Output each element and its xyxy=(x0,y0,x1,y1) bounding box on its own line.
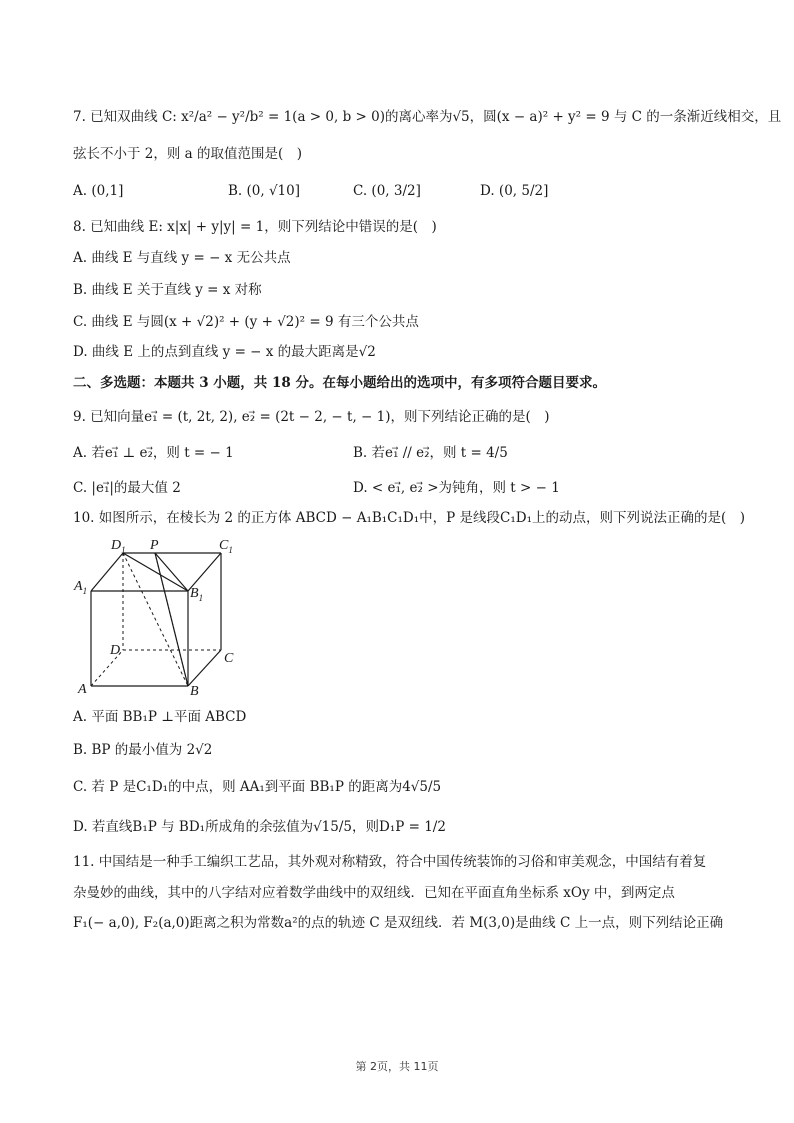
q10-stem: 10. 如图所示，在棱长为 2 的正方体 ABCD − A₁B₁C₁D₁中，P 是线段C₁D₁上的动点，则下列说法正确的是( ) xyxy=(73,510,746,526)
q10-option-a: A. 平面 BB₁P ⊥平面 ABCD xyxy=(73,709,247,725)
page-footer: 第 2页，共 11页 xyxy=(355,1060,439,1073)
label-b: B xyxy=(190,684,199,699)
edge-a1d1 xyxy=(91,553,123,591)
q7-option-d: D. (0, 5/2] xyxy=(480,183,549,199)
section-heading-multiple-choice: 二、多选题：本题共 3 小题，共 18 分。在每小题给出的选项中，有多项符合题目要求。 xyxy=(73,375,606,391)
q11-stem-line3: F₁(− a,0), F₂(a,0)距离之积为常数a²的点的轨迹 C 是双纽线．若 M(3,0)是曲线 C 上一点，则下列结论正确 xyxy=(73,915,724,931)
q9-option-b: B. 若e₁⃗ // e₂⃗，则 t = 4/5 xyxy=(353,445,508,461)
label-p: P xyxy=(150,538,159,553)
label-b1: $B_1$ xyxy=(190,586,204,603)
q11-stem-line1: 11. 中国结是一种手工编织工艺品，其外观对称精致，符合中国传统装饰的习俗和审美观念，中国结有着复 xyxy=(73,854,707,870)
q8-stem: 8. 已知曲线 E: x|x| + y|y| = 1，则下列结论中错误的是( ) xyxy=(73,219,437,235)
q7-stem-line2: 弦长不小于 2，则 a 的取值范围是( ) xyxy=(73,146,303,162)
q7-option-a: A. (0,1] xyxy=(73,183,124,199)
q11-stem-line2: 杂曼妙的曲线，其中的八字结对应着数学曲线中的双纽线．已知在平面直角坐标系 xOy 中，到两定点 xyxy=(73,885,675,901)
segment-d1b1 xyxy=(123,553,188,591)
q10-option-d: D. 若直线B₁P 与 BD₁所成角的余弦值为√15/5，则D₁P = 1/2 xyxy=(73,819,446,835)
q7-stem-line1: 7. 已知双曲线 C: x²/a² − y²/b² = 1(a > 0, b > 0)的离心率为√5，圆(x − a)² + y² = 9 与 C 的一条渐近线相交，且 xyxy=(73,109,782,125)
q10-option-b: B. BP 的最小值为 2√2 xyxy=(73,742,213,758)
q10-option-c: C. 若 P 是C₁D₁的中点，则 AA₁到平面 BB₁P 的距离为4√5/5 xyxy=(73,779,442,795)
q9-stem: 9. 已知向量e₁⃗ = (t, 2t, 2), e₂⃗ = (2t − 2, − t, − 1)，则下列结论正确的是( ) xyxy=(73,409,550,425)
edge-bc xyxy=(188,650,221,686)
segment-pb-dashed xyxy=(155,553,188,686)
q9-option-c: C. |e₁⃗|的最大值 2 xyxy=(73,480,181,496)
q8-option-b: B. 曲线 E 关于直线 y = x 对称 xyxy=(73,282,262,298)
label-a1: $A_1$ xyxy=(74,579,88,596)
label-a: A xyxy=(78,682,87,697)
segment-d1b-hidden xyxy=(123,553,188,686)
cube-figure xyxy=(73,535,243,700)
label-d1: $D_1$ xyxy=(111,538,126,555)
q7-option-c: C. (0, 3/2] xyxy=(353,183,421,199)
q8-option-c: C. 曲线 E 与圆(x + √2)² + (y + √2)² = 9 有三个公共点 xyxy=(73,314,419,330)
q9-option-a: A. 若e₁⃗ ⊥ e₂⃗，则 t = − 1 xyxy=(73,445,234,461)
q9-option-d: D. < e₁⃗, e₂⃗ >为钝角，则 t > − 1 xyxy=(353,480,560,496)
label-c: C xyxy=(224,651,234,666)
label-c1: $C_1$ xyxy=(219,538,233,555)
q8-option-d: D. 曲线 E 上的点到直线 y = − x 的最大距离是√2 xyxy=(73,344,376,360)
q8-option-a: A. 曲线 E 与直线 y = − x 无公共点 xyxy=(73,250,291,266)
q7-option-b: B. (0, √10] xyxy=(228,183,300,199)
label-d: D xyxy=(110,643,121,658)
